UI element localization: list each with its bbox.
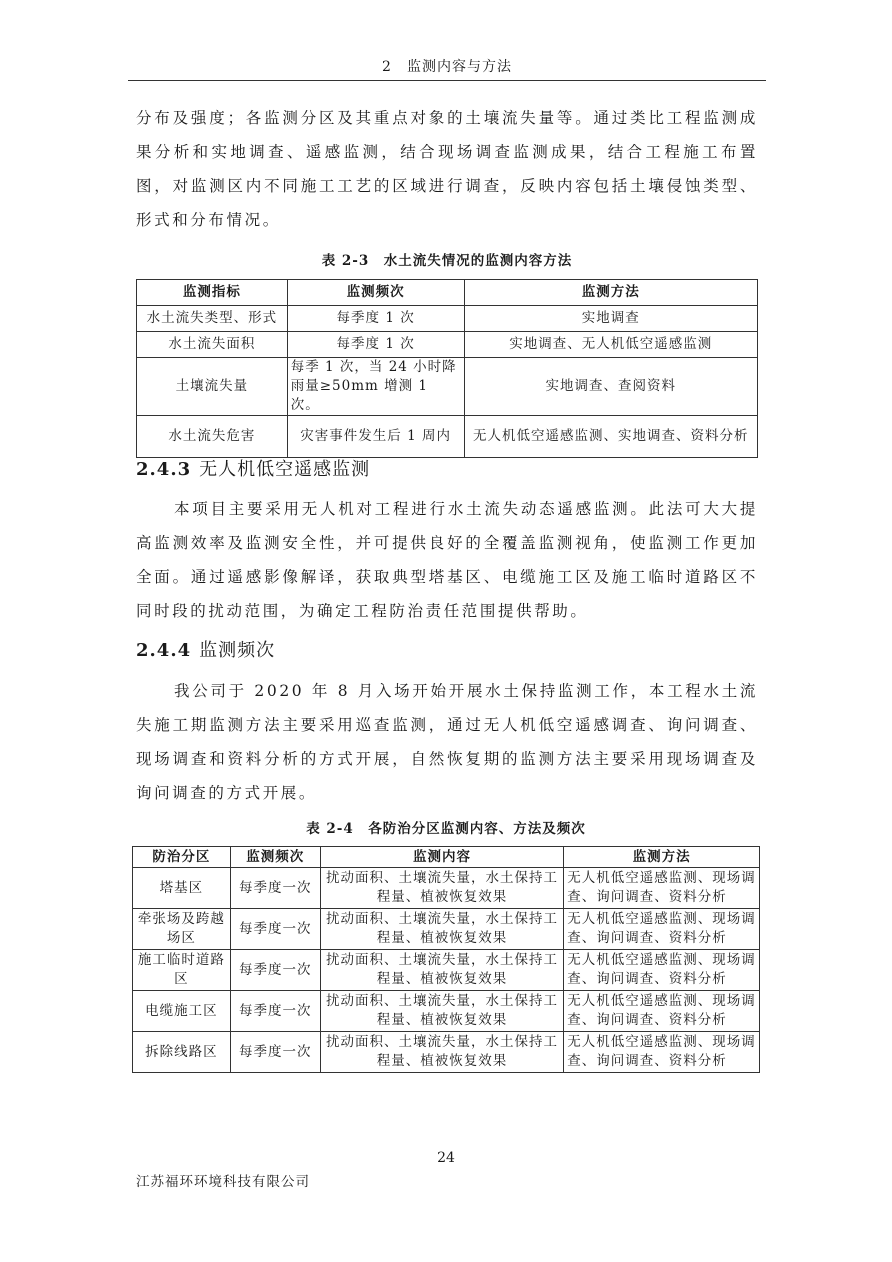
table2-cell: 无人机低空遥感监测、现场调查、询问调查、资料分析 xyxy=(564,909,760,950)
section-243-paragraph: 本项目主要采用无人机对工程进行水土流失动态遥感监测。此法可大大提高监测效率及监测安全性，并可提供良好的全覆盖监测视角，使监测工作更加全面。通过遥感影像解译，获取典型塔基区、电缆施工区及施工临时道路区不同时段的扰动范围，为确定工程防治责任范围提供帮助。 xyxy=(136,500,758,620)
table1-cell: 灾害事件发生后 1 周内 xyxy=(287,416,464,458)
section-number: 2.4.3 xyxy=(136,459,192,480)
page-number: 24 xyxy=(437,1150,455,1166)
table1-header-cell: 监测指标 xyxy=(137,280,288,306)
table2-cell: 扰动面积、土壤流失量，水土保持工程量、植被恢复效果 xyxy=(320,950,564,991)
table2-cell: 扰动面积、土壤流失量，水土保持工程量、植被恢复效果 xyxy=(320,909,564,950)
table-row xyxy=(133,909,760,950)
table-row xyxy=(137,416,758,458)
table2-cell: 电缆施工区 xyxy=(133,991,231,1032)
table1-cell: 水土流失类型、形式 xyxy=(137,306,288,332)
table1-cell: 每季度 1 次 xyxy=(287,332,464,358)
table2-cell: 扰动面积、土壤流失量，水土保持工程量、植被恢复效果 xyxy=(320,1032,564,1073)
table2-cell: 牵张场及跨越场区 xyxy=(133,909,231,950)
running-header: 2 监测内容与方法 xyxy=(382,59,512,75)
table2-cell: 每季度一次 xyxy=(230,909,320,950)
section-244-heading xyxy=(136,636,275,662)
table2-cell: 无人机低空遥感监测、现场调查、询问调查、资料分析 xyxy=(564,950,760,991)
company-name: 江苏福环环境科技有限公司 xyxy=(136,1174,310,1190)
section-number: 2.4.4 xyxy=(136,640,192,661)
table1-cell: 每季 1 次，当 24 小时降雨量≥50mm 增测 1 次。 xyxy=(287,358,464,416)
table1-caption: 表 2-3 水土流失情况的监测内容方法 xyxy=(321,253,573,269)
header-rule xyxy=(128,80,766,81)
table2-cell: 无人机低空遥感监测、现场调查、询问调查、资料分析 xyxy=(564,991,760,1032)
table2-cell: 无人机低空遥感监测、现场调查、询问调查、资料分析 xyxy=(564,1032,760,1073)
table-row xyxy=(137,306,758,332)
table-row xyxy=(133,1032,760,1073)
table2-header-cell: 防治分区 xyxy=(133,847,231,868)
table2-header-cell: 监测方法 xyxy=(564,847,760,868)
table2-cell: 每季度一次 xyxy=(230,991,320,1032)
table1-cell: 每季度 1 次 xyxy=(287,306,464,332)
table2-cell: 每季度一次 xyxy=(230,1032,320,1073)
intro-paragraph: 分布及强度；各监测分区及其重点对象的土壤流失量等。通过类比工程监测成果分析和实地调查、遥感监测，结合现场调查监测成果，结合工程施工布置图，对监测区内不同施工工艺的区域进行调查，反映内容包括土壤侵蚀类型、形式和分布情况。 xyxy=(136,109,758,229)
table1-cell: 实地调查 xyxy=(464,306,757,332)
table1-header-cell: 监测频次 xyxy=(287,280,464,306)
table2-cell: 施工临时道路区 xyxy=(133,950,231,991)
table-row xyxy=(133,868,760,909)
section-244-paragraph: 我公司于 2020 年 8 月入场开始开展水土保持监测工作，本工程水土流失施工期监测方法主要采用巡查监测，通过无人机低空遥感调查、询问调查、现场调查和资料分析的方式开展，自然恢复期的监测方法主要采用现场调查及询问调查的方式开展。 xyxy=(136,682,758,802)
table-row xyxy=(137,358,758,416)
table2-header-cell: 监测内容 xyxy=(320,847,564,868)
section-title: 监测频次 xyxy=(199,640,276,661)
section-title: 无人机低空遥感监测 xyxy=(199,459,371,480)
table1-cell: 实地调查、无人机低空遥感监测 xyxy=(464,332,757,358)
table2-cell: 无人机低空遥感监测、现场调查、询问调查、资料分析 xyxy=(564,868,760,909)
table-row xyxy=(133,950,760,991)
table2-cell: 扰动面积、土壤流失量，水土保持工程量、植被恢复效果 xyxy=(320,991,564,1032)
table2-cell: 扰动面积、土壤流失量，水土保持工程量、植被恢复效果 xyxy=(320,868,564,909)
table2-cell: 拆除线路区 xyxy=(133,1032,231,1073)
table2-cell: 每季度一次 xyxy=(230,950,320,991)
table1-cell: 水土流失面积 xyxy=(137,332,288,358)
table1-cell: 土壤流失量 xyxy=(137,358,288,416)
table1-header-cell: 监测方法 xyxy=(464,280,757,306)
table2-header-cell: 监测频次 xyxy=(230,847,320,868)
table1-cell: 水土流失危害 xyxy=(137,416,288,458)
table-row xyxy=(133,991,760,1032)
table2-caption: 表 2-4 各防治分区监测内容、方法及频次 xyxy=(306,821,586,837)
table1-cell: 实地调查、查阅资料 xyxy=(464,358,757,416)
table-row xyxy=(137,332,758,358)
table1 xyxy=(136,279,758,458)
table2-cell: 每季度一次 xyxy=(230,868,320,909)
table2-cell: 塔基区 xyxy=(133,868,231,909)
table1-cell: 无人机低空遥感监测、实地调查、资料分析 xyxy=(464,416,757,458)
section-243-heading xyxy=(136,455,370,481)
table2 xyxy=(132,846,760,1073)
